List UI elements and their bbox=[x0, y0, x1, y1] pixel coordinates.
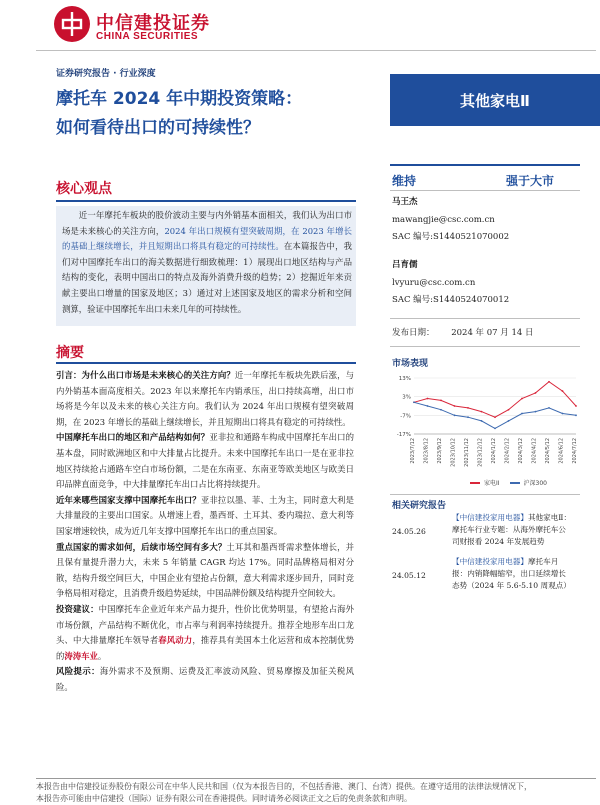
market-heading: 市场表现 bbox=[392, 359, 429, 369]
chart-x-tick-label: 2024/3/12 bbox=[518, 438, 524, 464]
chart-x-tick-label: 2023/11/12 bbox=[464, 438, 470, 467]
sector-label: 其他家电Ⅱ bbox=[460, 91, 530, 110]
summary-body: 中国摩托车企业近年来产品力提升，性价比优势明显，有望抢占海外市场份额，产品结构不断优化，市占率与利润率持续提升。推荐全地形车出口龙头、中大排量摩托车领导者 bbox=[56, 603, 354, 646]
related-sector: 其他家电Ⅱ： bbox=[527, 513, 572, 522]
summary-body: 亚非拉和通路车构成中国摩托车出口的基本盘，同时欧洲地区和中大排量占比提升。未来中国摩托车出口一是在亚非拉地区持续抢占通路车空白市场份额，二是在东南亚、东南亚等欧美地区与欧美日印品牌直面竞争，中大排量摩托车出口占比将持续提升。 bbox=[56, 432, 355, 490]
chart-x-tick-label: 2023/10/12 bbox=[450, 438, 457, 467]
related-title: 内销降幅缩窄，出口延续增长态势（2024 年 5.6-5.10 周观点） bbox=[452, 569, 571, 590]
chart-data-point bbox=[521, 413, 523, 415]
market-performance-chart bbox=[390, 372, 582, 492]
chart-x-tick-label: 2024/6/12 bbox=[558, 438, 565, 464]
summary-lead: 引言：为什么出口市场是未来核心的关注方向？ bbox=[56, 370, 235, 380]
chart-data-point bbox=[575, 405, 577, 407]
related-items[interactable] bbox=[452, 556, 572, 592]
chart-x-tick-label: 2024/1/12 bbox=[491, 438, 497, 464]
related-row bbox=[392, 512, 572, 548]
chart-y-tick-label: 3% bbox=[402, 394, 411, 401]
summary-body: 土耳其和墨西哥需求整体增长，并且保有量提升潜力大，未来 5 年销量 CAGR 均达 17%。同时品牌格局相对分散，结构升级空间巨大，中国企业有望抢占份额，意大利需求逐步回升，同时竞争格局相对稳定，且消费升级趋势延续，中国品牌份额及结构提升空间较大。 bbox=[56, 541, 355, 599]
footer-line-2: 本报告亦可能由中信建投（国际）证券有限公司在香港提供。同时请务必阅读正文之后的免责条款和声明。 bbox=[36, 794, 412, 803]
summary-paragraph bbox=[56, 430, 354, 492]
rating-action: 维持 bbox=[392, 174, 417, 188]
summary-paragraph bbox=[56, 664, 354, 695]
analyst-email: lvyuru@csc.com.cn bbox=[392, 278, 476, 288]
legend-swatch-a bbox=[470, 482, 480, 484]
rating-divider bbox=[390, 190, 580, 191]
publish-date-value: 2024 年 07 月 14 日 bbox=[451, 328, 534, 338]
analyst-card bbox=[392, 258, 509, 307]
chart-data-point bbox=[494, 416, 496, 418]
analyst-card bbox=[392, 195, 509, 244]
key-points-rule bbox=[56, 200, 356, 202]
legend-label-b: 沪深300 bbox=[523, 480, 547, 487]
key-points-heading: 核心观点 bbox=[56, 181, 112, 197]
chart-data-point bbox=[548, 381, 550, 383]
analyst-sac: SAC 编号:S1440521070002 bbox=[392, 232, 510, 242]
header-divider bbox=[36, 50, 596, 51]
summary-heading: 摘要 bbox=[56, 345, 84, 361]
related-sector: 摩托车月报： bbox=[452, 557, 559, 578]
related-title: 摩托车行业专题：从海外摩托车公司财报看 2024 年发展趋势 bbox=[452, 525, 566, 546]
analyst-divider bbox=[390, 318, 580, 319]
brand-emblem-icon bbox=[54, 6, 90, 42]
chart-data-point bbox=[454, 414, 456, 416]
chart-data-point bbox=[575, 414, 577, 416]
chart-series-line-1 bbox=[414, 382, 576, 418]
publish-date-row bbox=[392, 326, 534, 340]
summary-paragraph bbox=[56, 493, 354, 540]
related-heading: 相关研究报告 bbox=[392, 501, 447, 511]
summary-text bbox=[56, 368, 354, 695]
rating-rule bbox=[390, 164, 580, 166]
chart-data-point bbox=[508, 409, 510, 411]
related-items[interactable] bbox=[452, 512, 572, 548]
chart-data-point bbox=[454, 405, 456, 407]
summary-lead: 投资建议： bbox=[56, 603, 99, 614]
chart-x-tick-label: 2024/5/12 bbox=[545, 438, 551, 464]
chart-data-point bbox=[427, 405, 429, 407]
summary-lead: 风险提示： bbox=[56, 666, 100, 677]
chart-data-point bbox=[508, 420, 510, 422]
chart-x-tick-label: 2023/7/12 bbox=[410, 438, 416, 464]
summary-lead: 中国摩托车出口的地区和产品结构如何？ bbox=[56, 432, 210, 443]
sector-banner bbox=[390, 74, 600, 126]
chart-data-point bbox=[440, 409, 442, 411]
related-row bbox=[392, 556, 572, 592]
chart-legend bbox=[470, 478, 547, 487]
key-points-text bbox=[62, 208, 352, 317]
summary-body: ，推荐具有美国本土化运营和成本控制优势的 bbox=[56, 635, 355, 661]
summary-paragraph bbox=[56, 540, 354, 602]
brand-name-cn: 中信建投证券 bbox=[96, 13, 210, 34]
chart-x-tick-label: 2024/7/12 bbox=[572, 438, 578, 464]
stock-pick-1: 春风动力 bbox=[158, 635, 193, 646]
report-title-line2: 如何看待出口的可持续性？ bbox=[56, 118, 260, 138]
chart-data-point bbox=[413, 401, 415, 403]
footer-line-1: 本报告由中信建投证券股份有限公司在中华人民共和国（仅为本报告目的，不包括香港、澳门、台湾）提供。在遵守适用的法律法规情况下， bbox=[36, 782, 532, 791]
chart-data-point bbox=[440, 400, 442, 402]
report-type: 证券研究报告 · 行业深度 bbox=[56, 69, 156, 79]
chart-data-point bbox=[494, 428, 496, 430]
key-points-para-c: 在本篇报告中，我们对中国摩托车出口的海关数据进行细致梳理：1）展现出口地区结构与产品结构的变化，表明中国出口的特点及海外消费升级的趋势；2）挖掘近年来贡献主要出口增量的国家及地区；3）通过对上述国家及地区的需求分析和空间测算，验证中国摩托车出口未来几年的可持续性。 bbox=[62, 241, 353, 314]
summary-body: 亚非拉以墨、菲、土为主，同时意大利是大排量段的主要出口国家。从增速上看，墨西哥、土耳其、委内瑞拉、意大利等国家增速较快，成为近几年支撑中国摩托车出口的重点国家。 bbox=[56, 494, 354, 536]
related-source: 【中信建投家用电器】 bbox=[452, 513, 528, 522]
summary-lead: 近年来哪些国家支撑中国摩托车出口？ bbox=[56, 494, 201, 505]
summary-rule bbox=[56, 362, 356, 364]
chart-x-tick-label: 2024/4/12 bbox=[531, 438, 538, 464]
legend-label-a: 家电II bbox=[484, 480, 500, 487]
brand-name-en: CHINA SECURITIES bbox=[96, 31, 199, 42]
summary-body: 。 bbox=[97, 650, 107, 661]
report-title-line1: 摩托车 2024 年中期投资策略： bbox=[56, 89, 303, 109]
legend-swatch-b bbox=[510, 482, 520, 484]
chart-x-tick-label: 2023/9/12 bbox=[437, 438, 443, 464]
chart-data-point bbox=[562, 390, 564, 392]
chart-data-point bbox=[467, 416, 469, 418]
chart-x-tick-label: 2023/12/12 bbox=[477, 438, 484, 467]
summary-body: 近一年摩托车板块先跌后涨，与内外销基本面高度相关。2023 年以来摩托车内销承压，出口持续高增，出口市场将是今年以及未来的核心关注方向。我们认为 2024 年出口规模有望突破周期，在 2023 年增长的基础上继续增长，并且短期出口将具有稳定的可持续性。 bbox=[56, 370, 355, 427]
publish-date-label: 发布日期： bbox=[392, 328, 435, 338]
analyst-name: 吕育儒 bbox=[392, 260, 418, 270]
chart-data-point bbox=[481, 420, 483, 422]
key-points-para-a: 近一年摩托车板块的股价波动主要与内外销基本面相关，我们认为出口市场是未来核心的关注方向， bbox=[62, 210, 352, 236]
disclaimer-footer bbox=[36, 778, 596, 805]
analyst-sac: SAC 编号:S1440524070012 bbox=[392, 295, 510, 305]
chart-y-tick-label: -17% bbox=[396, 432, 411, 438]
chart-data-point bbox=[535, 411, 537, 413]
brand-logo-icon bbox=[54, 6, 90, 42]
publish-divider bbox=[390, 346, 580, 347]
rating-value: 强于大市 bbox=[506, 174, 555, 188]
analyst-name: 马王杰 bbox=[392, 197, 418, 207]
chart-data-point bbox=[548, 407, 550, 409]
chart-data-point bbox=[535, 392, 537, 394]
chart-data-point bbox=[481, 411, 483, 413]
key-points-highlight: 2024 年出口规模有望突破周期，在 2023 年增长的基础上继续增长，并且短期出口将具有稳定的可持续性。 bbox=[62, 225, 352, 252]
chart-data-point bbox=[427, 398, 429, 400]
chart-data-point bbox=[467, 407, 469, 409]
chart-data-point bbox=[562, 413, 564, 415]
stock-pick-2: 涛涛车业 bbox=[64, 650, 98, 661]
related-divider bbox=[390, 494, 580, 495]
summary-body: 海外需求不及预期、运费及汇率波动风险、贸易摩擦及加征关税风险。 bbox=[56, 666, 355, 692]
analyst-email: mawangjie@csc.com.cn bbox=[392, 215, 495, 225]
chart-data-point bbox=[521, 398, 523, 400]
chart-x-tick-label: 2024/2/12 bbox=[504, 438, 511, 464]
summary-paragraph bbox=[56, 602, 354, 664]
related-source: 【中信建投家用电器】 bbox=[452, 557, 528, 566]
chart-x-tick-label: 2023/8/12 bbox=[423, 438, 430, 464]
related-date: 24.05.26 bbox=[392, 527, 426, 536]
related-list bbox=[392, 512, 572, 600]
summary-lead: 重点国家的需求如何，后续市场空间有多大？ bbox=[56, 541, 227, 552]
related-date: 24.05.12 bbox=[392, 571, 426, 580]
summary-paragraph bbox=[56, 368, 354, 430]
chart-y-tick-label: 13% bbox=[398, 376, 411, 382]
chart-y-tick-label: -7% bbox=[400, 413, 411, 420]
